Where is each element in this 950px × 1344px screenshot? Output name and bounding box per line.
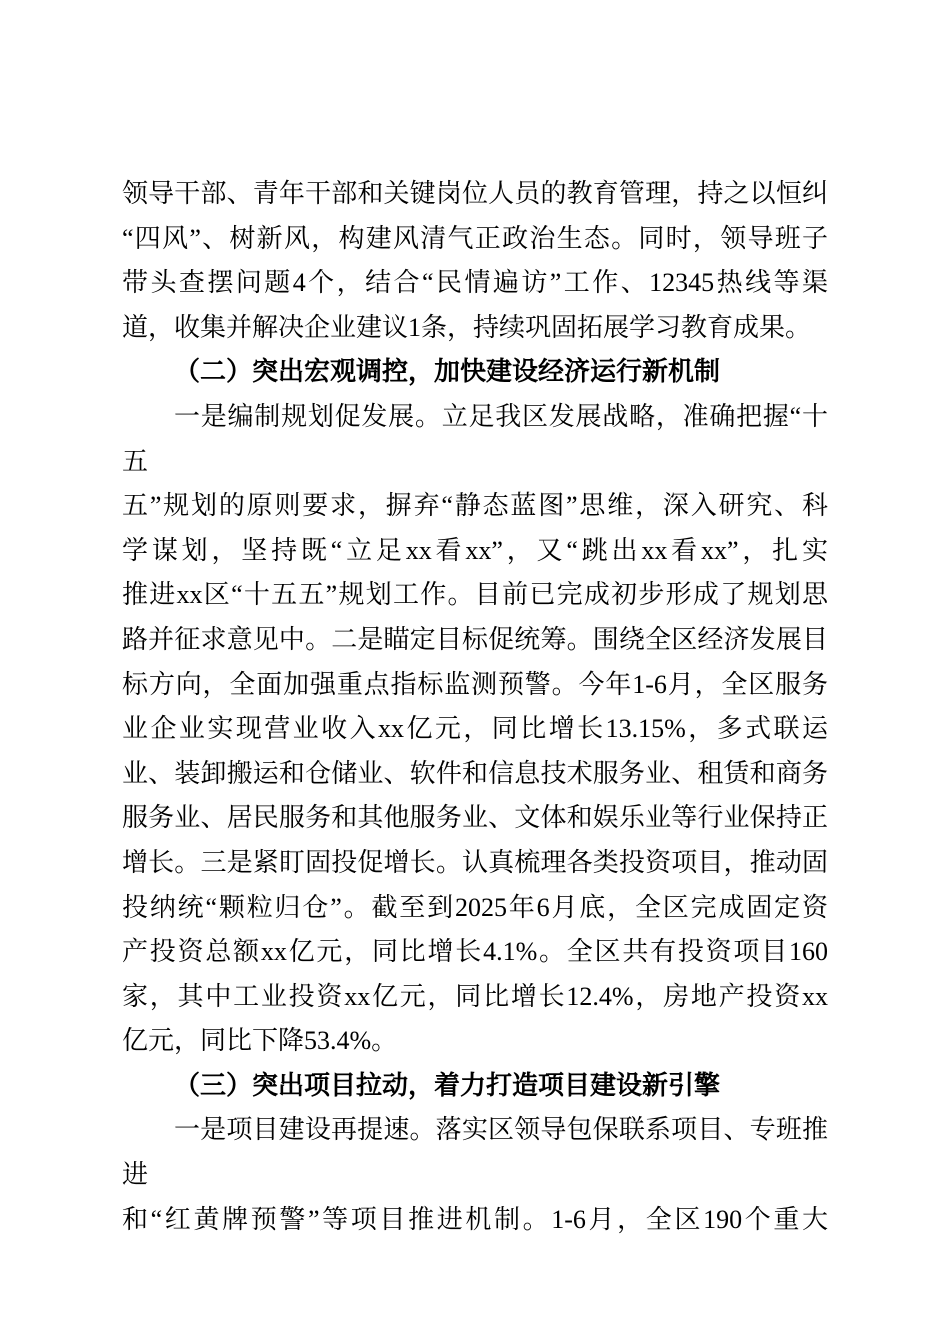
heading-section-3 (122, 1064, 828, 1109)
text-line: 一是项目建设再提速。落实区领导包保联系项目、专班推进 (122, 1115, 828, 1190)
text-line: 五”规划的原则要求，摒弃“静态蓝图”思维，深入研究、科 (122, 491, 828, 521)
text-line: （二）突出宏观调控，加快建设经济运行新机制 (174, 357, 721, 387)
text-line: 家，其中工业投资xx亿元，同比增长12.4%，房地产投资xx (122, 981, 828, 1011)
text-line: 业企业实现营业收入xx亿元，同比增长13.15%，多式联运 (122, 714, 828, 744)
text-line: 业、装卸搬运和仓储业、软件和信息技术服务业、租赁和商务 (122, 758, 828, 788)
para-project-construction (122, 1108, 828, 1242)
text-line: 领导干部、青年干部和关键岗位人员的教育管理，持之以恒纠 (122, 179, 828, 208)
text-line: “四风”、树新风，构建风清气正政治生态。同时，领导班子 (122, 223, 828, 253)
text-line: 一是编制规划促发展。立足我区发展战略，准确把握“十五 (122, 401, 828, 476)
text-line: 路并征求意见中。二是瞄定目标促统筹。围绕全区经济发展目 (122, 624, 828, 654)
para-education-management (122, 172, 828, 350)
text-line: 和“红黄牌预警”等项目推进机制。1-6月，全区190个重大 (122, 1204, 828, 1234)
text-line: 亿元，同比下降53.4%。 (122, 1026, 398, 1056)
para-macro-regulation (122, 395, 828, 1064)
document-body (122, 172, 828, 1242)
heading-section-2 (122, 350, 828, 395)
text-line: （三）突出项目拉动，着力打造项目建设新引擎 (174, 1070, 721, 1100)
text-line: 推进xx区“十五五”规划工作。目前已完成初步形成了规划思 (122, 580, 828, 610)
text-line: 服务业、居民服务和其他服务业、文体和娱乐业等行业保持正 (122, 803, 828, 833)
text-line: 学谋划，坚持既“立足xx看xx”，又“跳出xx看xx”，扎实 (122, 535, 828, 565)
text-line: 产投资总额xx亿元，同比增长4.1%。全区共有投资项目160 (122, 937, 828, 967)
text-line: 标方向，全面加强重点指标监测预警。今年1-6月，全区服务 (122, 669, 828, 699)
text-line: 增长。三是紧盯固投促增长。认真梳理各类投资项目，推动固 (122, 847, 828, 877)
text-line: 投纳统“颗粒归仓”。截至到2025年6月底，全区完成固定资 (122, 892, 828, 922)
text-line: 带头查摆问题4个，结合“民情遍访”工作、12345热线等渠 (122, 268, 828, 298)
text-line: 道，收集并解决企业建议1条，持续巩固拓展学习教育成果。 (122, 312, 812, 342)
